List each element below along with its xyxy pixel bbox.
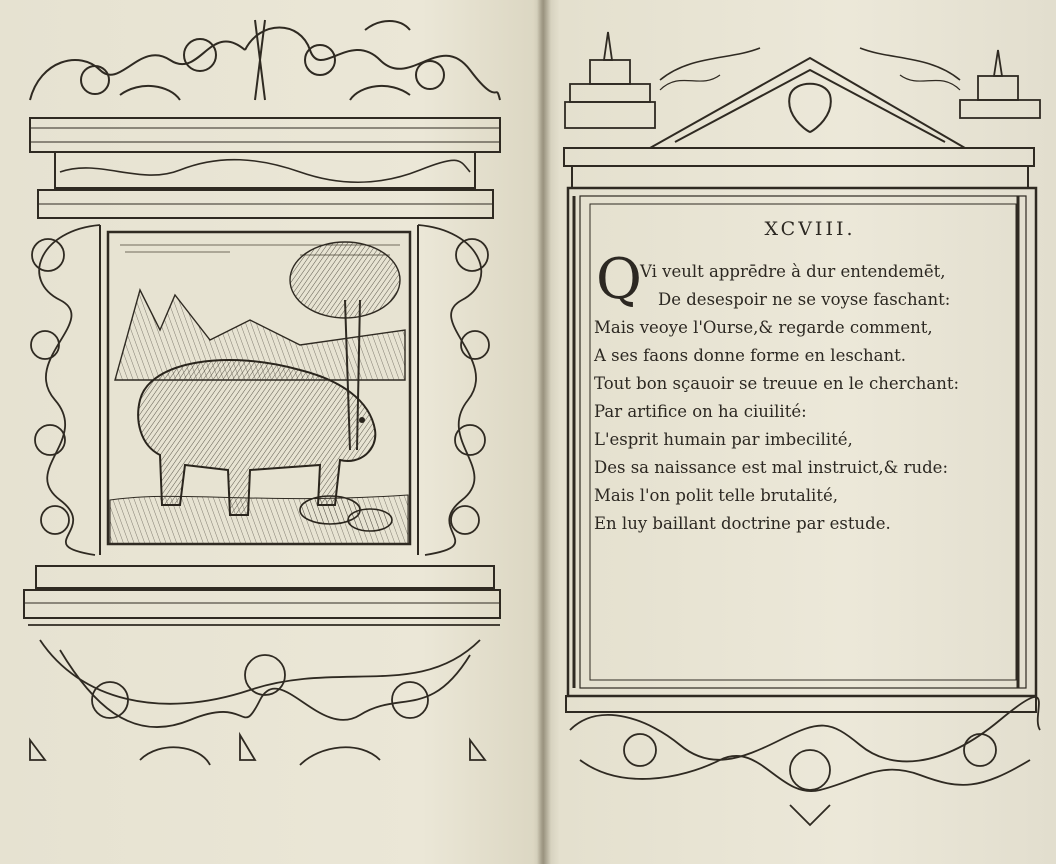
poem-line-7: L'esprit humain par imbecilité, [594,430,853,449]
poem-line-10: En luy baillant doctrine par estude. [594,514,891,533]
left-finial [565,32,655,128]
drop-cap: Q [596,247,642,312]
poem-line-9: Mais l'on polit telle brutalité, [594,486,838,505]
poem-line-2: De desespoir ne se voyse faschant: [658,290,951,309]
poem-line-1: Vi veult apprēdre à dur entendemēt, [640,262,946,281]
poem-number: XCVIII. [764,218,856,240]
poem-line-3: Mais veoye l'Ourse,& regarde comment, [594,318,933,337]
frame-base [566,696,1036,712]
poem-line-6: Par artifice on ha ciuilité: [594,402,807,421]
bottom-scroll-ornament [570,697,1040,825]
right-finial [960,50,1040,118]
poem-line-5: Tout bon sçauoir se treuue en le cherchant: [594,374,960,393]
poem-line-4: A ses faons donne forme en leschant. [594,346,907,365]
cornice [564,148,1034,188]
poem-line-8: Des sa naissance est mal instruict,& rude: [594,458,949,477]
pediment-ornament [650,48,965,148]
